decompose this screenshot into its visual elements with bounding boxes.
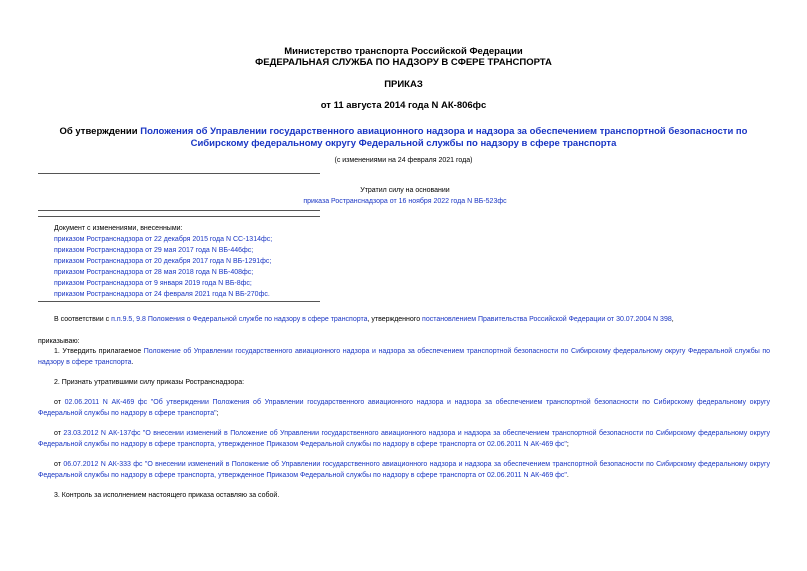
divider	[38, 210, 320, 211]
paragraph-text: 1. Утвердить прилагаемое	[54, 348, 144, 355]
paragraph-control: 3. Контроль за исполнением настоящего приказа оставляю за собой.	[54, 492, 280, 499]
revoked-order-link[interactable]: 06.07.2012 N АК-333 фс "О внесении изменений в Положение об Управлении государственного авиационного надзора и надзора за обеспечением транспортной безопасности по Сибирскому федеральному округу Федеральной службы по надзору в сфере транспорта, утвержденное Приказом Федеральной службы по надзору в сфере транспорта от 02.06.2011 N АК-469 фс"	[38, 461, 771, 479]
decree-link[interactable]: постановлением Правительства Российской Федерации от 30.07.2004 N 398	[422, 316, 672, 323]
title-prefix: Об утверждении	[59, 126, 141, 137]
paragraph-text: ;	[566, 440, 569, 448]
changes-label: Документ с изменениями, внесенными:	[54, 225, 183, 232]
paragraph-approve	[38, 347, 770, 368]
header-service: ФЕДЕРАЛЬНАЯ СЛУЖБА ПО НАДЗОРУ В СФЕРЕ ТРАНСПОРТА	[255, 57, 552, 68]
lost-force-link[interactable]: приказа Ространснадзора от 16 ноября 2022 года N ВБ-523фс	[303, 198, 507, 205]
revoked-order-1	[38, 398, 770, 419]
document-title	[30, 126, 777, 149]
change-link[interactable]: приказом Ространснадзора от 9 января 2019 года N ВБ-8фс;	[54, 280, 252, 287]
regulation-link[interactable]: п.п.9.5, 9.8 Положения о Федеральной службе по надзору в сфере транспорта	[111, 316, 368, 323]
divider	[38, 216, 320, 217]
regulation-link[interactable]: Положение об Управлении государственного авиационного надзора и надзора за обеспечением транспортной безопасности по Сибирскому федеральному округу Федеральной службы по надзору в сфере транспорта	[38, 348, 771, 366]
lost-force-block	[270, 185, 540, 207]
amendment-note: (с изменениями на 24 февраля 2021 года)	[334, 157, 473, 164]
paragraph-text: от	[54, 461, 64, 468]
change-link[interactable]: приказом Ространснадзора от 22 декабря 2015 года N СС-1314фс;	[54, 236, 273, 243]
change-link[interactable]: приказом Ространснадзора от 24 февраля 2021 года N ВБ-270фс.	[54, 291, 270, 298]
change-link[interactable]: приказом Ространснадзора от 29 мая 2017 года N ВБ-446фс;	[54, 247, 254, 254]
title-link[interactable]: Положения об Управлении государственного авиационного надзора и надзора за обеспечением транспортной безопасности по Сибирскому федеральному округу Федеральной службы по надзору в сфере транспорта	[140, 126, 748, 149]
change-link[interactable]: приказом Ространснадзора от 20 декабря 2017 года N ВБ-1291фс;	[54, 258, 272, 265]
revoked-order-2	[38, 429, 770, 450]
divider	[38, 301, 320, 302]
paragraph-text: ,	[671, 316, 674, 323]
changes-block	[54, 223, 272, 300]
paragraph-revoke: 2. Признать утратившими силу приказы Ространснадзора:	[54, 379, 245, 386]
paragraph-text: .	[566, 471, 569, 479]
revoked-order-link[interactable]: 02.06.2011 N АК-469 фс "Об утверждении Положения об Управлении государственного авиационного надзора и надзора за обеспечением транспортной безопасности по Сибирскому федеральному округу Федеральной службы по надзору в сфере транспорта"	[38, 399, 771, 417]
paragraph-text: .	[131, 358, 134, 366]
paragraph-text: В соответствии с	[54, 316, 112, 323]
doc-type: ПРИКАЗ	[384, 79, 423, 90]
paragraph-basis	[38, 315, 770, 326]
paragraph-text: ;	[216, 409, 219, 417]
revoked-order-3	[38, 460, 770, 481]
doc-date-number: от 11 августа 2014 года N АК-806фс	[320, 100, 487, 111]
paragraph-text: от	[54, 399, 65, 406]
change-link[interactable]: приказом Ространснадзора от 28 мая 2018 года N ВБ-408фс;	[54, 269, 254, 276]
paragraph-text: от	[54, 430, 64, 437]
order-word: приказываю:	[38, 338, 80, 345]
divider	[38, 173, 320, 174]
paragraph-text: , утвержденного	[367, 316, 423, 323]
lost-force-label: Утратил силу на основании	[360, 187, 450, 194]
revoked-order-link[interactable]: 23.03.2012 N АК-137фс "О внесении изменений в Положение об Управлении государственного авиационного надзора и надзора за обеспечением транспортной безопасности по Сибирскому федеральному округу Федеральной службы по надзору в сфере транспорта, утвержденное Приказом Федеральной службы по надзору в сфере транспорта от 02.06.2011 N АК-469 фс"	[38, 430, 771, 448]
header-ministry: Министерство транспорта Российской Федерации	[284, 46, 523, 57]
